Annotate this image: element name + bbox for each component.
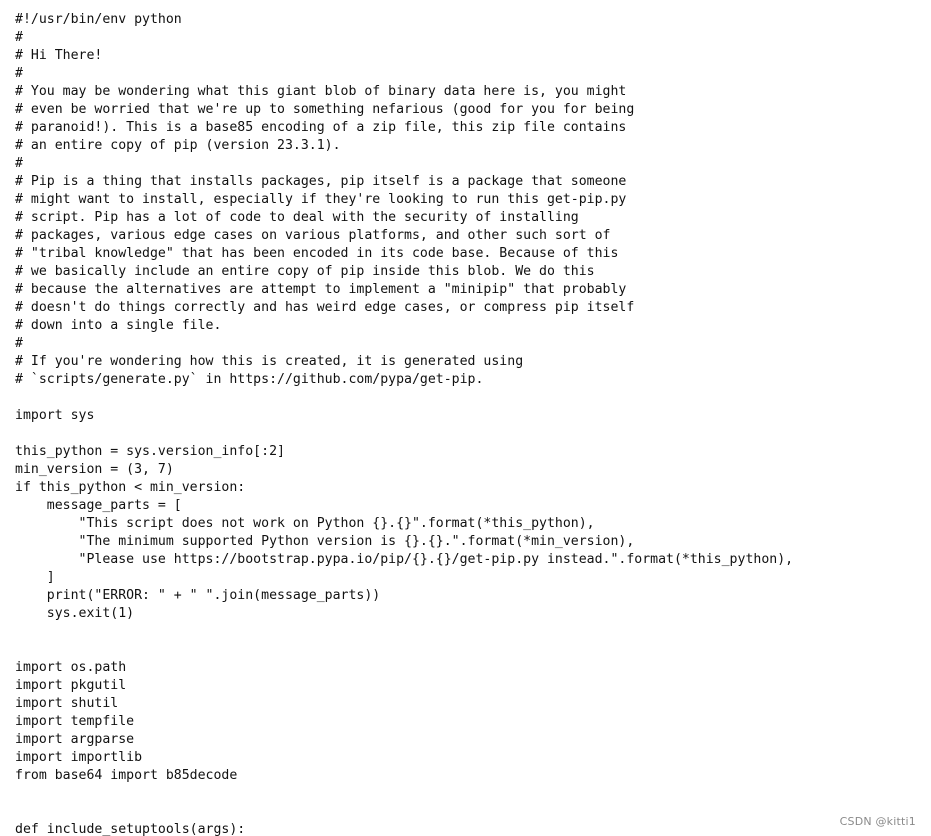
- code-line: import argparse: [15, 732, 135, 747]
- code-line: # we basically include an entire copy of pip inside this blob. We do this: [15, 264, 595, 279]
- code-line: import shutil: [15, 696, 119, 711]
- code-line: # "tribal knowledge" that has been encoded in its code base. Because of this: [15, 246, 619, 261]
- code-line: message_parts = [: [15, 498, 182, 513]
- code-line: # doesn't do things correctly and has weird edge cases, or compress pip itself: [15, 300, 635, 315]
- code-line: # might want to install, especially if they're looking to run this get-pip.py: [15, 192, 627, 207]
- code-line: from base64 import b85decode: [15, 768, 238, 783]
- code-line: [15, 425, 793, 443]
- code-line: import importlib: [15, 750, 143, 765]
- code-line: [15, 641, 793, 659]
- code-line: "Please use https://bootstrap.pypa.io/pip/{}.{}/get-pip.py instead.".format(*this_python),: [15, 552, 794, 567]
- code-line: #: [15, 156, 23, 171]
- code-line: #: [15, 66, 23, 81]
- code-line: # script. Pip has a lot of code to deal with the security of installing: [15, 210, 579, 225]
- code-line: "This script does not work on Python {}.{}".format(*this_python),: [15, 516, 595, 531]
- code-line: import tempfile: [15, 714, 135, 729]
- code-line: import pkgutil: [15, 678, 127, 693]
- code-line: # an entire copy of pip (version 23.3.1).: [15, 138, 341, 153]
- code-line: # Pip is a thing that installs packages, pip itself is a package that someone: [15, 174, 627, 189]
- code-line: # `scripts/generate.py` in https://github.com/pypa/get-pip.: [15, 372, 484, 387]
- code-line: import os.path: [15, 660, 127, 675]
- code-line: "The minimum supported Python version is {}.{}.".format(*min_version),: [15, 534, 635, 549]
- code-line: this_python = sys.version_info[:2]: [15, 444, 285, 459]
- code-line: ]: [15, 570, 55, 585]
- code-line: def include_setuptools(args):: [15, 822, 246, 836]
- code-line: [15, 389, 793, 407]
- code-line: print("ERROR: " + " ".join(message_parts)): [15, 588, 381, 603]
- code-line: min_version = (3, 7): [15, 462, 174, 477]
- code-line: [15, 803, 793, 821]
- code-line: # because the alternatives are attempt to implement a "minipip" that probably: [15, 282, 627, 297]
- code-line: # You may be wondering what this giant blob of binary data here is, you might: [15, 84, 627, 99]
- code-line: # If you're wondering how this is created, it is generated using: [15, 354, 524, 369]
- code-line: # even be worried that we're up to something nefarious (good for you for being: [15, 102, 635, 117]
- code-line: # down into a single file.: [15, 318, 222, 333]
- code-line: sys.exit(1): [15, 606, 135, 621]
- code-content: [15, 11, 793, 836]
- code-line: #!/usr/bin/env python: [15, 12, 182, 27]
- code-line: # packages, various edge cases on various platforms, and other such sort of: [15, 228, 611, 243]
- watermark: CSDN @kitti1: [839, 815, 916, 828]
- code-line: #: [15, 336, 23, 351]
- code-line: if this_python < min_version:: [15, 480, 246, 495]
- code-line: [15, 623, 793, 641]
- code-line: import sys: [15, 408, 95, 423]
- code-line: # paranoid!). This is a base85 encoding of a zip file, this zip file contains: [15, 120, 627, 135]
- code-line: #: [15, 30, 23, 45]
- code-line: # Hi There!: [15, 48, 103, 63]
- code-line: [15, 785, 793, 803]
